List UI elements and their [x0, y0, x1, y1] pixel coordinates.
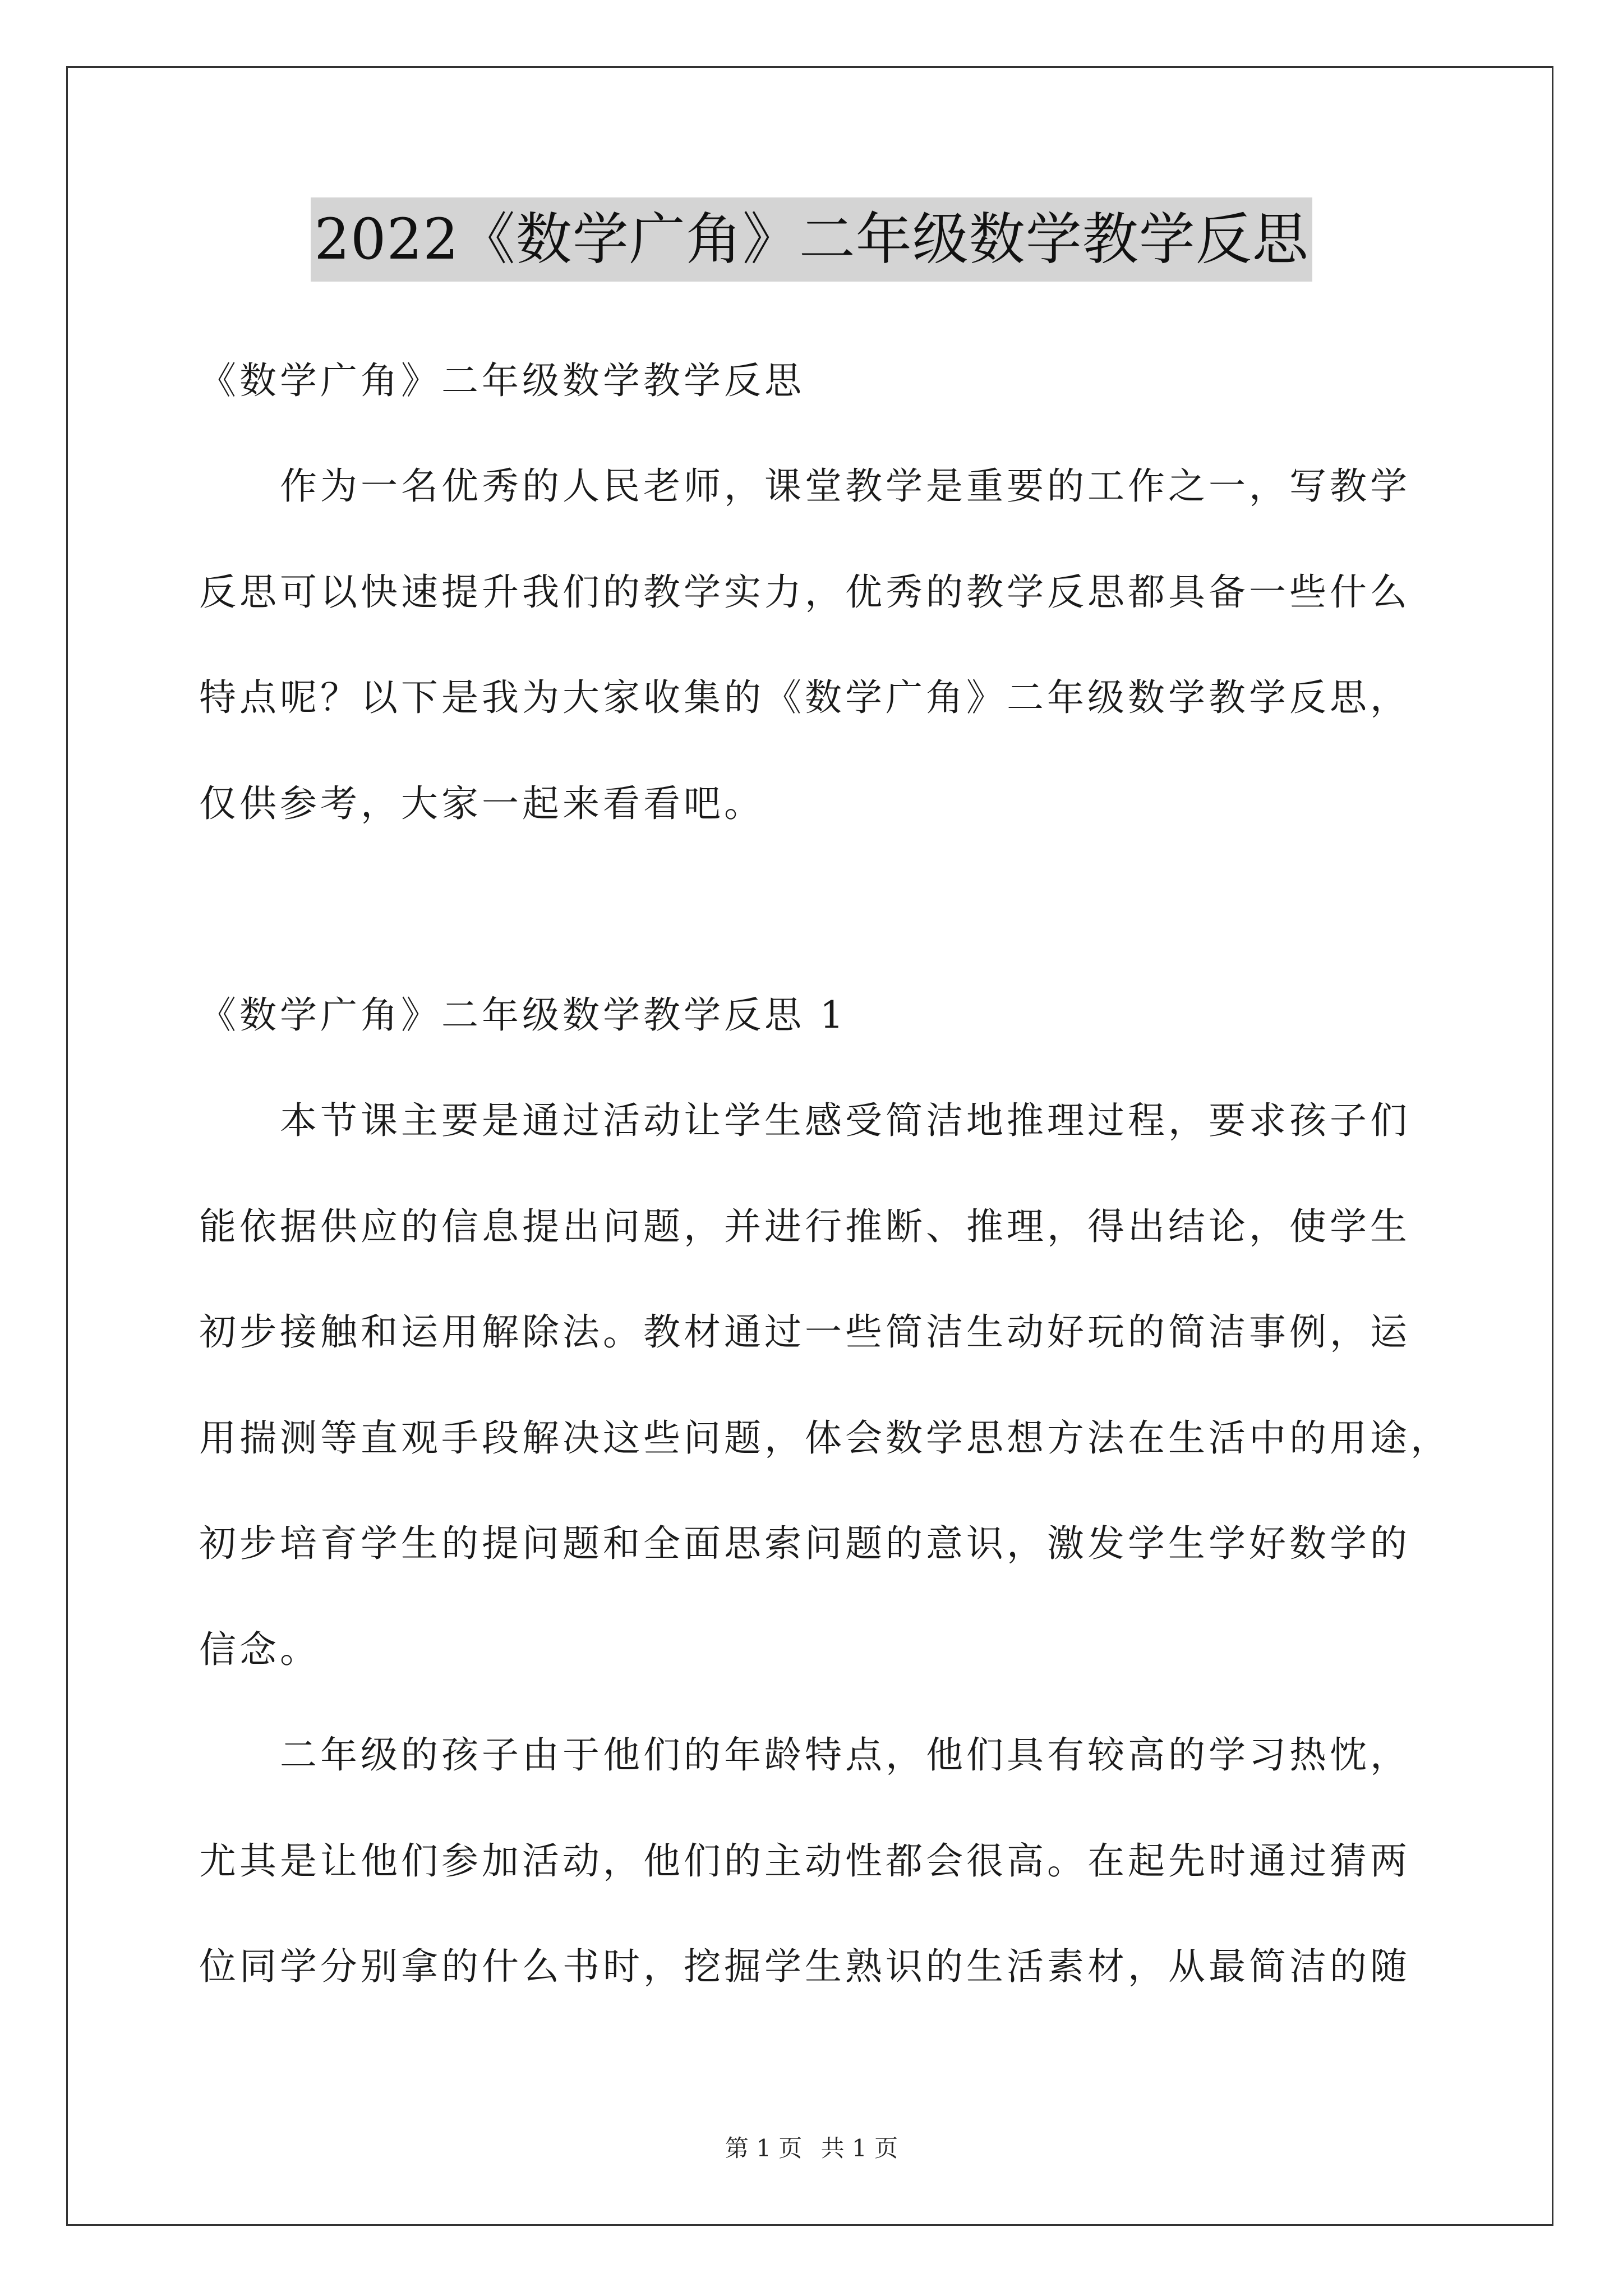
- paragraph-line: 初步培育学生的提问题和全面思索问题的意识，激发学生学好数学的: [199, 1522, 1410, 1565]
- page-total: 共 1 页: [820, 2134, 898, 2162]
- paragraph-line: 初步接触和运用解除法。教材通过一些简洁生动好玩的简洁事例，运: [199, 1310, 1410, 1354]
- title-container: [0, 197, 1623, 282]
- paragraph-line: 用揣测等直观手段解决这些问题，体会数学思想方法在生活中的用途，: [199, 1416, 1451, 1460]
- page-footer: [0, 2132, 1623, 2165]
- document-title: 2022《数学广角》二年级数学教学反思: [311, 197, 1312, 282]
- paragraph-line: 尤其是让他们参加活动，他们的主动性都会很高。在起先时通过猜两: [199, 1839, 1410, 1883]
- paragraph-line: 二年级的孩子由于他们的年龄特点，他们具有较高的学习热忱，: [199, 1733, 1410, 1777]
- paragraph-line: 仅供参考，大家一起来看看吧。: [199, 782, 764, 825]
- paragraph-line: 特点呢？以下是我为大家收集的《数学广角》二年级数学教学反思，: [199, 676, 1410, 719]
- section-heading: 《数学广角》二年级数学教学反思: [199, 359, 805, 402]
- paragraph-line: 本节课主要是通过活动让学生感受简洁地推理过程，要求孩子们: [199, 1099, 1410, 1142]
- paragraph-line: 信念。: [199, 1628, 320, 1671]
- paragraph-line: 作为一名优秀的人民老师，课堂教学是重要的工作之一，写教学: [199, 464, 1410, 508]
- paragraph-line: 位同学分别拿的什么书时，挖掘学生熟识的生活素材，从最简洁的随: [199, 1945, 1410, 1988]
- paragraph-line: 反思可以快速提升我们的教学实力，优秀的教学反思都具备一些什么: [199, 570, 1410, 614]
- page-number: 第 1 页: [725, 2134, 803, 2162]
- paragraph-line: 能依据供应的信息提出问题，并进行推断、推理，得出结论，使学生: [199, 1205, 1410, 1248]
- section-heading: 《数学广角》二年级数学教学反思 1: [199, 993, 847, 1037]
